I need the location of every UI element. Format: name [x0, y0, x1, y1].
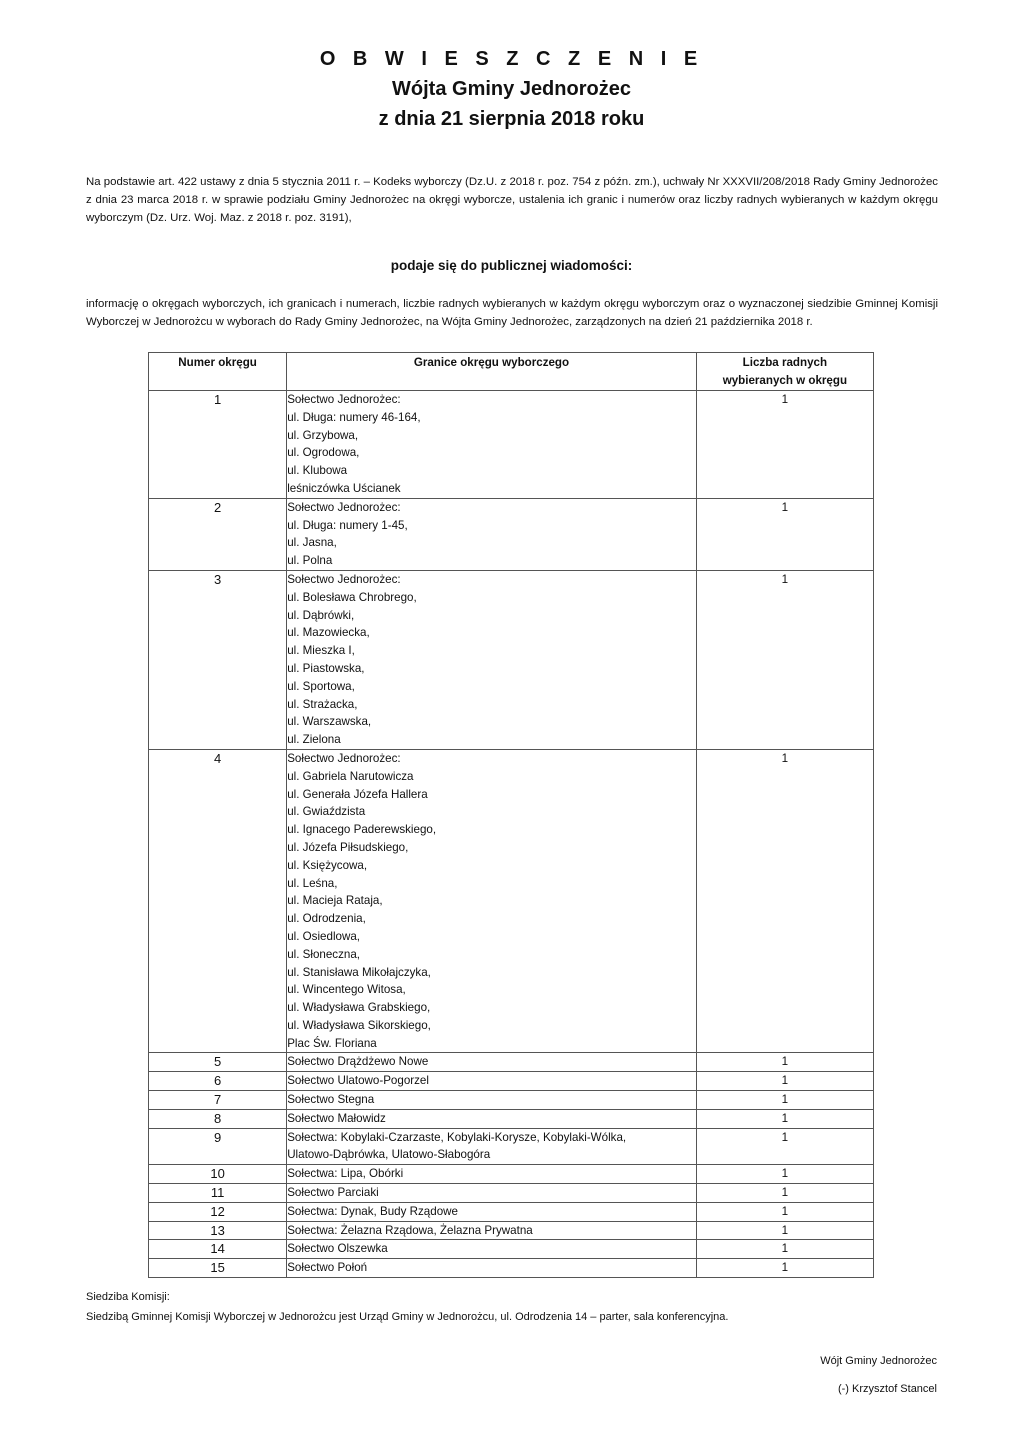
header-count-line2: wybieranych w okręgu — [722, 373, 848, 387]
commission-seat-label: Siedziba Komisji: — [86, 1291, 170, 1303]
councillor-count: 1 — [696, 1202, 873, 1221]
table-row — [149, 1091, 874, 1110]
boundary-line: ul. Ogrodowa, — [287, 446, 360, 460]
councillor-count: 1 — [696, 498, 873, 570]
info-paragraph: informację o okręgach wyborczych, ich granicach i numerach, liczbie radnych wybieranych w każdym okręgu wyborczym oraz o wyznaczonej siedzibie Gminnej Komisji Wyborczej w Jednorożcu w wyborach do Rady Gminy Jednorożec, na Wójta Gminy Jednorożec, zarządzonych na dzień 21 października 2018 r. — [86, 298, 938, 328]
boundary-line: Sołectwo Parciaki — [287, 1186, 379, 1200]
district-number: 1 — [149, 391, 287, 499]
districts-table-body — [149, 391, 874, 1278]
boundary-line: Sołectwa: Dynak, Budy Rządowe — [287, 1204, 458, 1218]
boundary-line: ul. Długa: numery 1-45, — [287, 518, 408, 532]
boundary-line: ul. Osiedlowa, — [287, 929, 361, 943]
district-boundaries — [287, 1109, 697, 1128]
district-boundaries — [287, 391, 697, 499]
header-count-line1: Liczba radnych — [742, 356, 828, 369]
boundary-line: Sołectwo Ulatowo-Pogorzel — [287, 1074, 429, 1088]
councillor-count: 1 — [696, 391, 873, 499]
district-boundaries — [287, 1221, 697, 1240]
table-row — [149, 1202, 874, 1221]
document-title: O B W I E S Z C Z E N I E — [319, 48, 704, 70]
boundary-line: ul. Wincentego Witosa, — [287, 983, 406, 997]
table-row — [149, 1184, 874, 1203]
commission-seat-text: Siedzibą Gminnej Komisji Wyborczej w Jednorożcu jest Urząd Gminy w Jednorożcu, ul. Odrodzenia 14 – parter, sala konferencyjna. — [86, 1311, 729, 1323]
table-row — [149, 1240, 874, 1259]
header-number: Numer okręgu — [149, 353, 287, 391]
table-row — [149, 1053, 874, 1072]
councillor-count: 1 — [696, 1128, 873, 1165]
header-boundaries: Granice okręgu wyborczego — [287, 353, 697, 391]
boundary-line: Sołectwa: Lipa, Obórki — [287, 1167, 404, 1181]
district-number: 6 — [149, 1072, 287, 1091]
document-date: z dnia 21 sierpnia 2018 roku — [378, 108, 645, 130]
councillor-count: 1 — [696, 1184, 873, 1203]
table-row — [149, 391, 874, 499]
district-number: 7 — [149, 1091, 287, 1110]
boundary-line: ul. Gabriela Narutowicza — [287, 769, 414, 783]
boundary-line: Sołectwa: Żelazna Rządowa, Żelazna Prywatna — [287, 1223, 533, 1237]
boundary-line: Sołectwo Jednorożec: — [287, 751, 401, 765]
boundary-line: ul. Dąbrówki, — [287, 608, 355, 622]
table-row — [149, 1109, 874, 1128]
district-number: 12 — [149, 1202, 287, 1221]
district-number: 4 — [149, 749, 287, 1053]
table-row — [149, 498, 874, 570]
district-number: 15 — [149, 1259, 287, 1278]
table-row — [149, 1221, 874, 1240]
boundary-line: Plac Św. Floriana — [287, 1036, 377, 1050]
councillor-count: 1 — [696, 1165, 873, 1184]
district-number: 8 — [149, 1109, 287, 1128]
boundary-line: ul. Sportowa, — [287, 679, 355, 693]
boundary-line: ul. Gwiaździsta — [287, 805, 366, 819]
district-number: 9 — [149, 1128, 287, 1165]
boundary-line: ul. Strażacka, — [287, 697, 358, 711]
councillor-count: 1 — [696, 1240, 873, 1259]
table-row — [149, 749, 874, 1053]
boundary-line: leśniczówka Uścianek — [287, 481, 401, 495]
table-row — [149, 1072, 874, 1091]
district-number: 5 — [149, 1053, 287, 1072]
boundary-line: ul. Odrodzenia, — [287, 912, 366, 926]
table-row — [149, 1165, 874, 1184]
boundary-line: Sołectwo Jednorożec: — [287, 393, 401, 406]
announcement-heading: podaje się do publicznej wiadomości: — [390, 258, 633, 273]
commission-seat — [86, 1287, 938, 1327]
boundary-line: Ulatowo-Dąbrówka, Ulatowo-Słabogóra — [287, 1148, 491, 1162]
districts-table — [148, 352, 874, 1278]
district-number: 13 — [149, 1221, 287, 1240]
table-row — [149, 570, 874, 749]
boundary-line: ul. Grzybowa, — [287, 428, 359, 442]
document-issuer: Wójta Gminy Jednorożec — [392, 78, 631, 100]
boundary-line: ul. Władysława Sikorskiego, — [287, 1018, 431, 1032]
district-boundaries — [287, 1259, 697, 1278]
boundary-line: ul. Długa: numery 46-164, — [287, 410, 421, 424]
boundary-line: ul. Władysława Grabskiego, — [287, 1001, 431, 1015]
boundary-line: Sołectwo Drążdżewo Nowe — [287, 1055, 429, 1069]
boundary-line: ul. Macieja Rataja, — [287, 894, 383, 908]
table-row — [149, 1128, 874, 1165]
boundary-line: ul. Józefa Piłsudskiego, — [287, 840, 409, 854]
boundary-line: ul. Zielona — [287, 733, 341, 747]
councillor-count: 1 — [696, 1053, 873, 1072]
legal-basis-paragraph: Na podstawie art. 422 ustawy z dnia 5 stycznia 2011 r. – Kodeks wyborczy (Dz.U. z 2018 r. poz. 754 z późn. zm.), uchwały Nr XXXVII/208/2018 Rady Gminy Jednorożec z dnia 23 marca 2018 r. w sprawie podziału Gminy Jednorożec na okręgi wyborcze, ustalenia ich granic i numerów oraz liczby radnych wybieranych w każdym okręgu wyborczym (Dz. Urz. Woj. Maz. z 2018 r. poz. 3191), — [86, 176, 938, 224]
district-boundaries — [287, 1240, 697, 1259]
signature-title: Wójt Gminy Jednorożec — [820, 1355, 937, 1367]
councillor-count: 1 — [696, 570, 873, 749]
boundary-line: ul. Klubowa — [287, 464, 348, 478]
district-number: 10 — [149, 1165, 287, 1184]
boundary-line: ul. Stanisława Mikołajczyka, — [287, 965, 431, 979]
boundary-line: ul. Jasna, — [287, 536, 337, 550]
district-boundaries — [287, 498, 697, 570]
councillor-count: 1 — [696, 1221, 873, 1240]
councillor-count: 1 — [696, 1259, 873, 1278]
district-boundaries — [287, 1072, 697, 1091]
councillor-count: 1 — [696, 1109, 873, 1128]
district-number: 2 — [149, 498, 287, 570]
table-row — [149, 1259, 874, 1278]
header-count — [696, 353, 873, 391]
district-number: 3 — [149, 570, 287, 749]
boundary-line: Sołectwo Jednorożec: — [287, 572, 401, 586]
district-boundaries — [287, 1091, 697, 1110]
boundary-line: Sołectwo Jednorożec: — [287, 500, 401, 514]
boundary-line: Sołectwo Stegna — [287, 1093, 375, 1107]
district-boundaries — [287, 1165, 697, 1184]
district-boundaries — [287, 1184, 697, 1203]
district-number: 14 — [149, 1240, 287, 1259]
boundary-line: ul. Polna — [287, 554, 333, 568]
district-boundaries — [287, 570, 697, 749]
boundary-line: Sołectwo Olszewka — [287, 1242, 388, 1256]
councillor-count: 1 — [696, 749, 873, 1053]
boundary-line: ul. Piastowska, — [287, 661, 365, 675]
boundary-line: ul. Mazowiecka, — [287, 626, 370, 640]
boundary-line: ul. Księżycowa, — [287, 858, 368, 872]
district-number: 11 — [149, 1184, 287, 1203]
district-boundaries — [287, 1053, 697, 1072]
boundary-line: Sołectwo Połoń — [287, 1261, 368, 1275]
boundary-line: ul. Ignacego Paderewskiego, — [287, 823, 437, 837]
district-boundaries — [287, 1128, 697, 1165]
district-boundaries — [287, 1202, 697, 1221]
councillor-count: 1 — [696, 1091, 873, 1110]
boundary-line: ul. Warszawska, — [287, 715, 372, 729]
boundary-line: ul. Leśna, — [287, 876, 338, 890]
district-boundaries — [287, 749, 697, 1053]
boundary-line: ul. Generała Józefa Hallera — [287, 787, 428, 801]
boundary-line: ul. Słoneczna, — [287, 947, 361, 961]
boundary-line: ul. Bolesława Chrobrego, — [287, 590, 417, 604]
boundary-line: Sołectwo Małowidz — [287, 1111, 386, 1125]
boundary-line: Sołectwa: Kobylaki-Czarzaste, Kobylaki-Korysze, Kobylaki-Wólka, — [287, 1130, 627, 1144]
table-header-row — [149, 353, 874, 391]
document-header — [0, 44, 1023, 134]
councillor-count: 1 — [696, 1072, 873, 1091]
boundary-line: ul. Mieszka I, — [287, 644, 355, 658]
signature-name: (-) Krzysztof Stancel — [837, 1383, 937, 1395]
